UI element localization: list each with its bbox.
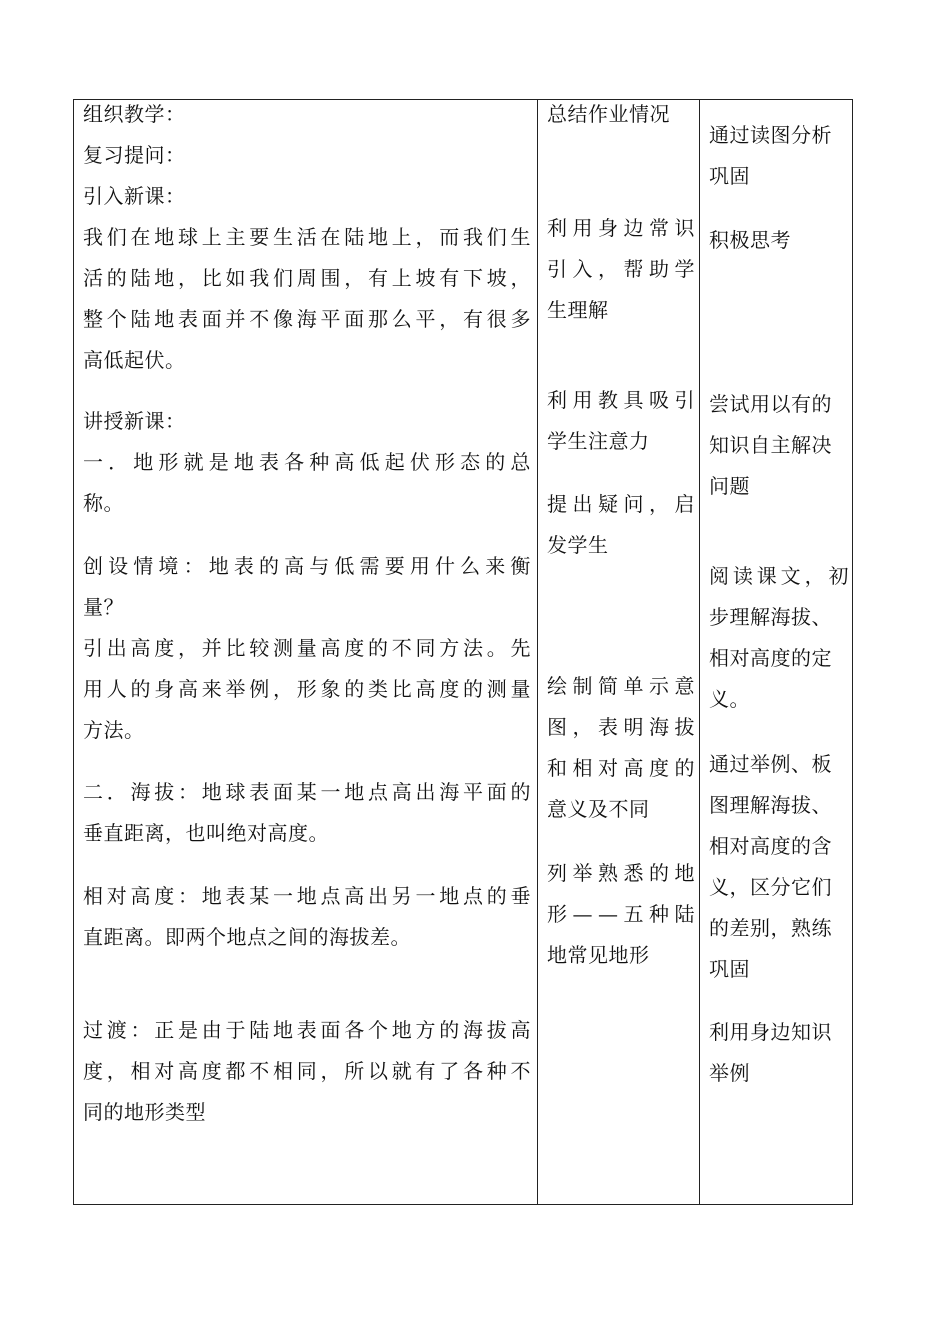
reading-line: 义。: [709, 687, 750, 711]
organize-label: 组织教学：: [83, 102, 186, 126]
map-reading-section: [709, 115, 849, 197]
definition-line: 一 ． 地 形 就 是 地 表 各 种 高 低 起 伏 形 态 的 总: [83, 450, 531, 474]
scenario-section: [83, 546, 531, 751]
relative-height-section: [83, 876, 531, 958]
summary-section: [547, 94, 695, 135]
common-sense-line: 利 用 身 边 常 识: [547, 216, 695, 240]
teaching-content-column: [74, 100, 538, 1204]
lesson-plan-table: [73, 99, 853, 1205]
question-line: 发学生: [547, 533, 609, 557]
landforms-line: 列 举 熟 悉 的 地: [547, 861, 695, 885]
transition-line: 同的地形类型: [83, 1100, 206, 1124]
think-section: [709, 220, 849, 261]
self-solve-line: 知识自主解决: [709, 433, 832, 457]
teaching-tools-section: [547, 380, 695, 462]
diagram-section: [547, 666, 695, 830]
map-reading-line: 巩固: [709, 164, 750, 188]
reading-line: 步理解海拔、: [709, 605, 832, 629]
summary-text: 总结作业情况: [547, 102, 670, 126]
intro-line: 我 们 在 地 球 上 主 要 生 活 在 陆 地 上 ， 而 我 们 生: [83, 225, 531, 249]
definition-line: 称。: [83, 491, 124, 515]
example-line: 相对高度的含: [709, 834, 832, 858]
teacher-activity-column: [537, 100, 700, 1204]
student-activity-column: [699, 100, 854, 1204]
question-line: 提 出 疑 问 ， 启: [547, 492, 695, 516]
diagram-line: 图 ， 表 明 海 拔: [547, 715, 695, 739]
knowledge-section: [709, 1012, 849, 1094]
knowledge-line: 举例: [709, 1061, 750, 1085]
teach-heading: 讲授新课：: [83, 409, 186, 433]
teach-section: [83, 401, 531, 524]
transition-line: 过 渡 ： 正 是 由 于 陆 地 表 面 各 个 地 方 的 海 拔 高: [83, 1018, 531, 1042]
think-text: 积极思考: [709, 228, 791, 252]
organize-section: [83, 94, 531, 381]
self-solve-line: 尝试用以有的: [709, 392, 832, 416]
map-reading-line: 通过读图分析: [709, 123, 832, 147]
common-sense-line: 引 入 ， 帮 助 学: [547, 257, 695, 281]
question-section: [547, 484, 695, 566]
altitude-section: [83, 772, 531, 854]
altitude-line: 垂直距离，也叫绝对高度。: [83, 821, 329, 845]
relative-height-line: 相 对 高 度 ： 地 表 某 一 地 点 高 出 另 一 地 点 的 垂: [83, 884, 531, 908]
knowledge-line: 利用身边知识: [709, 1020, 832, 1044]
self-solve-line: 问题: [709, 474, 750, 498]
reading-line: 相对高度的定: [709, 646, 832, 670]
landforms-section: [547, 853, 695, 976]
common-sense-line: 生理解: [547, 298, 609, 322]
teaching-tools-line: 学生注意力: [547, 429, 650, 453]
height-method-line: 用 人 的 身 高 来 举 例 ， 形 象 的 类 比 高 度 的 测 量: [83, 677, 531, 701]
intro-heading: 引入新课：: [83, 184, 186, 208]
intro-line: 高低起伏。: [83, 348, 186, 372]
teaching-tools-line: 利 用 教 具 吸 引: [547, 388, 695, 412]
scenario-line: 量？: [83, 595, 124, 619]
intro-line: 活 的 陆 地 ， 比 如 我 们 周 围 ， 有 上 坡 有 下 坡 ，: [83, 266, 531, 290]
example-line: 图理解海拔、: [709, 793, 832, 817]
height-method-line: 引 出 高 度 ， 并 比 较 测 量 高 度 的 不 同 方 法 。 先: [83, 636, 531, 660]
diagram-line: 意义及不同: [547, 797, 650, 821]
example-section: [709, 744, 849, 990]
altitude-line: 二 ． 海 拔 ： 地 球 表 面 某 一 地 点 高 出 海 平 面 的: [83, 780, 531, 804]
example-line: 的差别，熟练: [709, 916, 832, 940]
reading-section: [709, 556, 849, 720]
relative-height-line: 直距离。即两个地点之间的海拔差。: [83, 925, 411, 949]
intro-line: 整 个 陆 地 表 面 并 不 像 海 平 面 那 么 平 ， 有 很 多: [83, 307, 531, 331]
reading-line: 阅 读 课 文 ， 初: [709, 564, 849, 588]
diagram-line: 和 相 对 高 度 的: [547, 756, 695, 780]
landforms-line: 形 — — 五 种 陆: [547, 902, 695, 926]
landforms-line: 地常见地形: [547, 943, 650, 967]
height-method-line: 方法。: [83, 718, 145, 742]
example-line: 通过举例、板: [709, 752, 832, 776]
common-sense-section: [547, 208, 695, 331]
example-line: 巩固: [709, 957, 750, 981]
diagram-line: 绘 制 简 单 示 意: [547, 674, 695, 698]
self-solve-section: [709, 384, 849, 507]
example-line: 义，区分它们: [709, 875, 832, 899]
review-label: 复习提问：: [83, 143, 186, 167]
transition-line: 度 ， 相 对 高 度 都 不 相 同 ， 所 以 就 有 了 各 种 不: [83, 1059, 531, 1083]
transition-section: [83, 1010, 531, 1133]
scenario-line: 创 设 情 境 ： 地 表 的 高 与 低 需 要 用 什 么 来 衡: [83, 554, 531, 578]
